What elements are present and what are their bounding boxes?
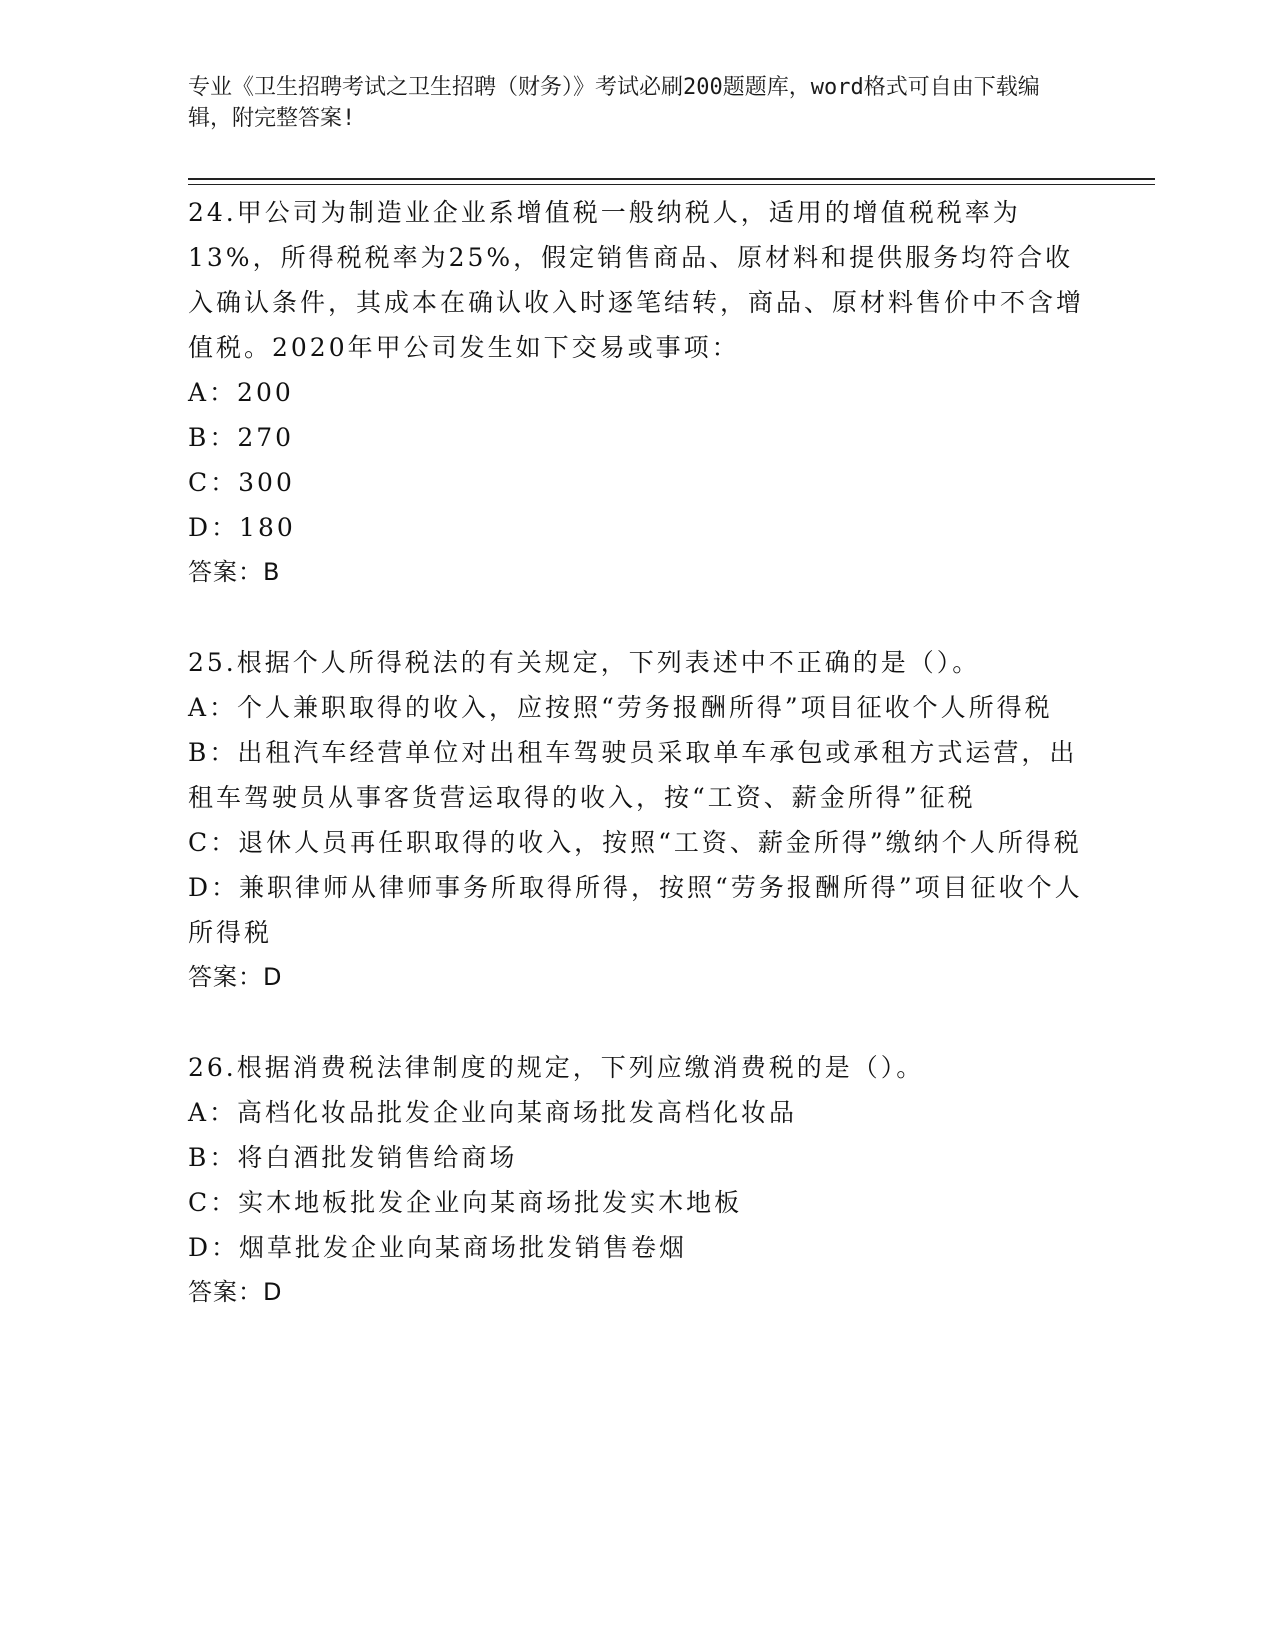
option-c: C：退休人员再任职取得的收入，按照“工资、薪金所得”缴纳个人所得税 <box>188 828 1082 857</box>
question-25 <box>188 640 1088 1000</box>
option-c: C：实木地板批发企业向某商场批发实木地板 <box>188 1188 743 1217</box>
option-c: C：300 <box>188 468 295 497</box>
option-a: A：200 <box>188 378 294 407</box>
question-list <box>188 190 1088 1360</box>
question-stem: 24.甲公司为制造业企业系增值税一般纳税人，适用的增值税税率为13%，所得税税率为25%，假定销售商品、原材料和提供服务均符合收入确认条件，其成本在确认收入时逐笔结转，商品、原材料售价中不含增值税。2020年甲公司发生如下交易或事项： <box>188 198 1085 362</box>
option-b: B：出租汽车经营单位对出租车驾驶员采取单车承包或承租方式运营，出租车驾驶员从事客货营运取得的收入，按“工资、薪金所得”征税 <box>188 738 1078 812</box>
header-divider-thin <box>188 184 1155 185</box>
answer-line: 答案：D <box>188 1278 283 1306</box>
option-b: B：将白酒批发销售给商场 <box>188 1143 518 1172</box>
header-divider-thick <box>188 178 1155 180</box>
document-header: 专业《卫生招聘考试之卫生招聘（财务）》考试必刷200题题库，word格式可自由下载编辑，附完整答案! <box>188 75 1040 131</box>
question-stem: 26.根据消费税法律制度的规定，下列应缴消费税的是（）。 <box>188 1053 925 1082</box>
answer-line: 答案：B <box>188 558 281 586</box>
option-a: A：个人兼职取得的收入，应按照“劳务报酬所得”项目征收个人所得税 <box>188 693 1053 722</box>
answer-line: 答案：D <box>188 963 283 991</box>
question-26 <box>188 1045 1088 1315</box>
option-d: D：180 <box>188 513 296 542</box>
option-d: D：兼职律师从律师事务所取得所得，按照“劳务报酬所得”项目征收个人所得税 <box>188 873 1083 947</box>
option-a: A：高档化妆品批发企业向某商场批发高档化妆品 <box>188 1098 798 1127</box>
question-stem: 25.根据个人所得税法的有关规定，下列表述中不正确的是（）。 <box>188 648 981 677</box>
option-b: B：270 <box>188 423 295 452</box>
option-d: D：烟草批发企业向某商场批发销售卷烟 <box>188 1233 688 1262</box>
question-24 <box>188 190 1088 595</box>
